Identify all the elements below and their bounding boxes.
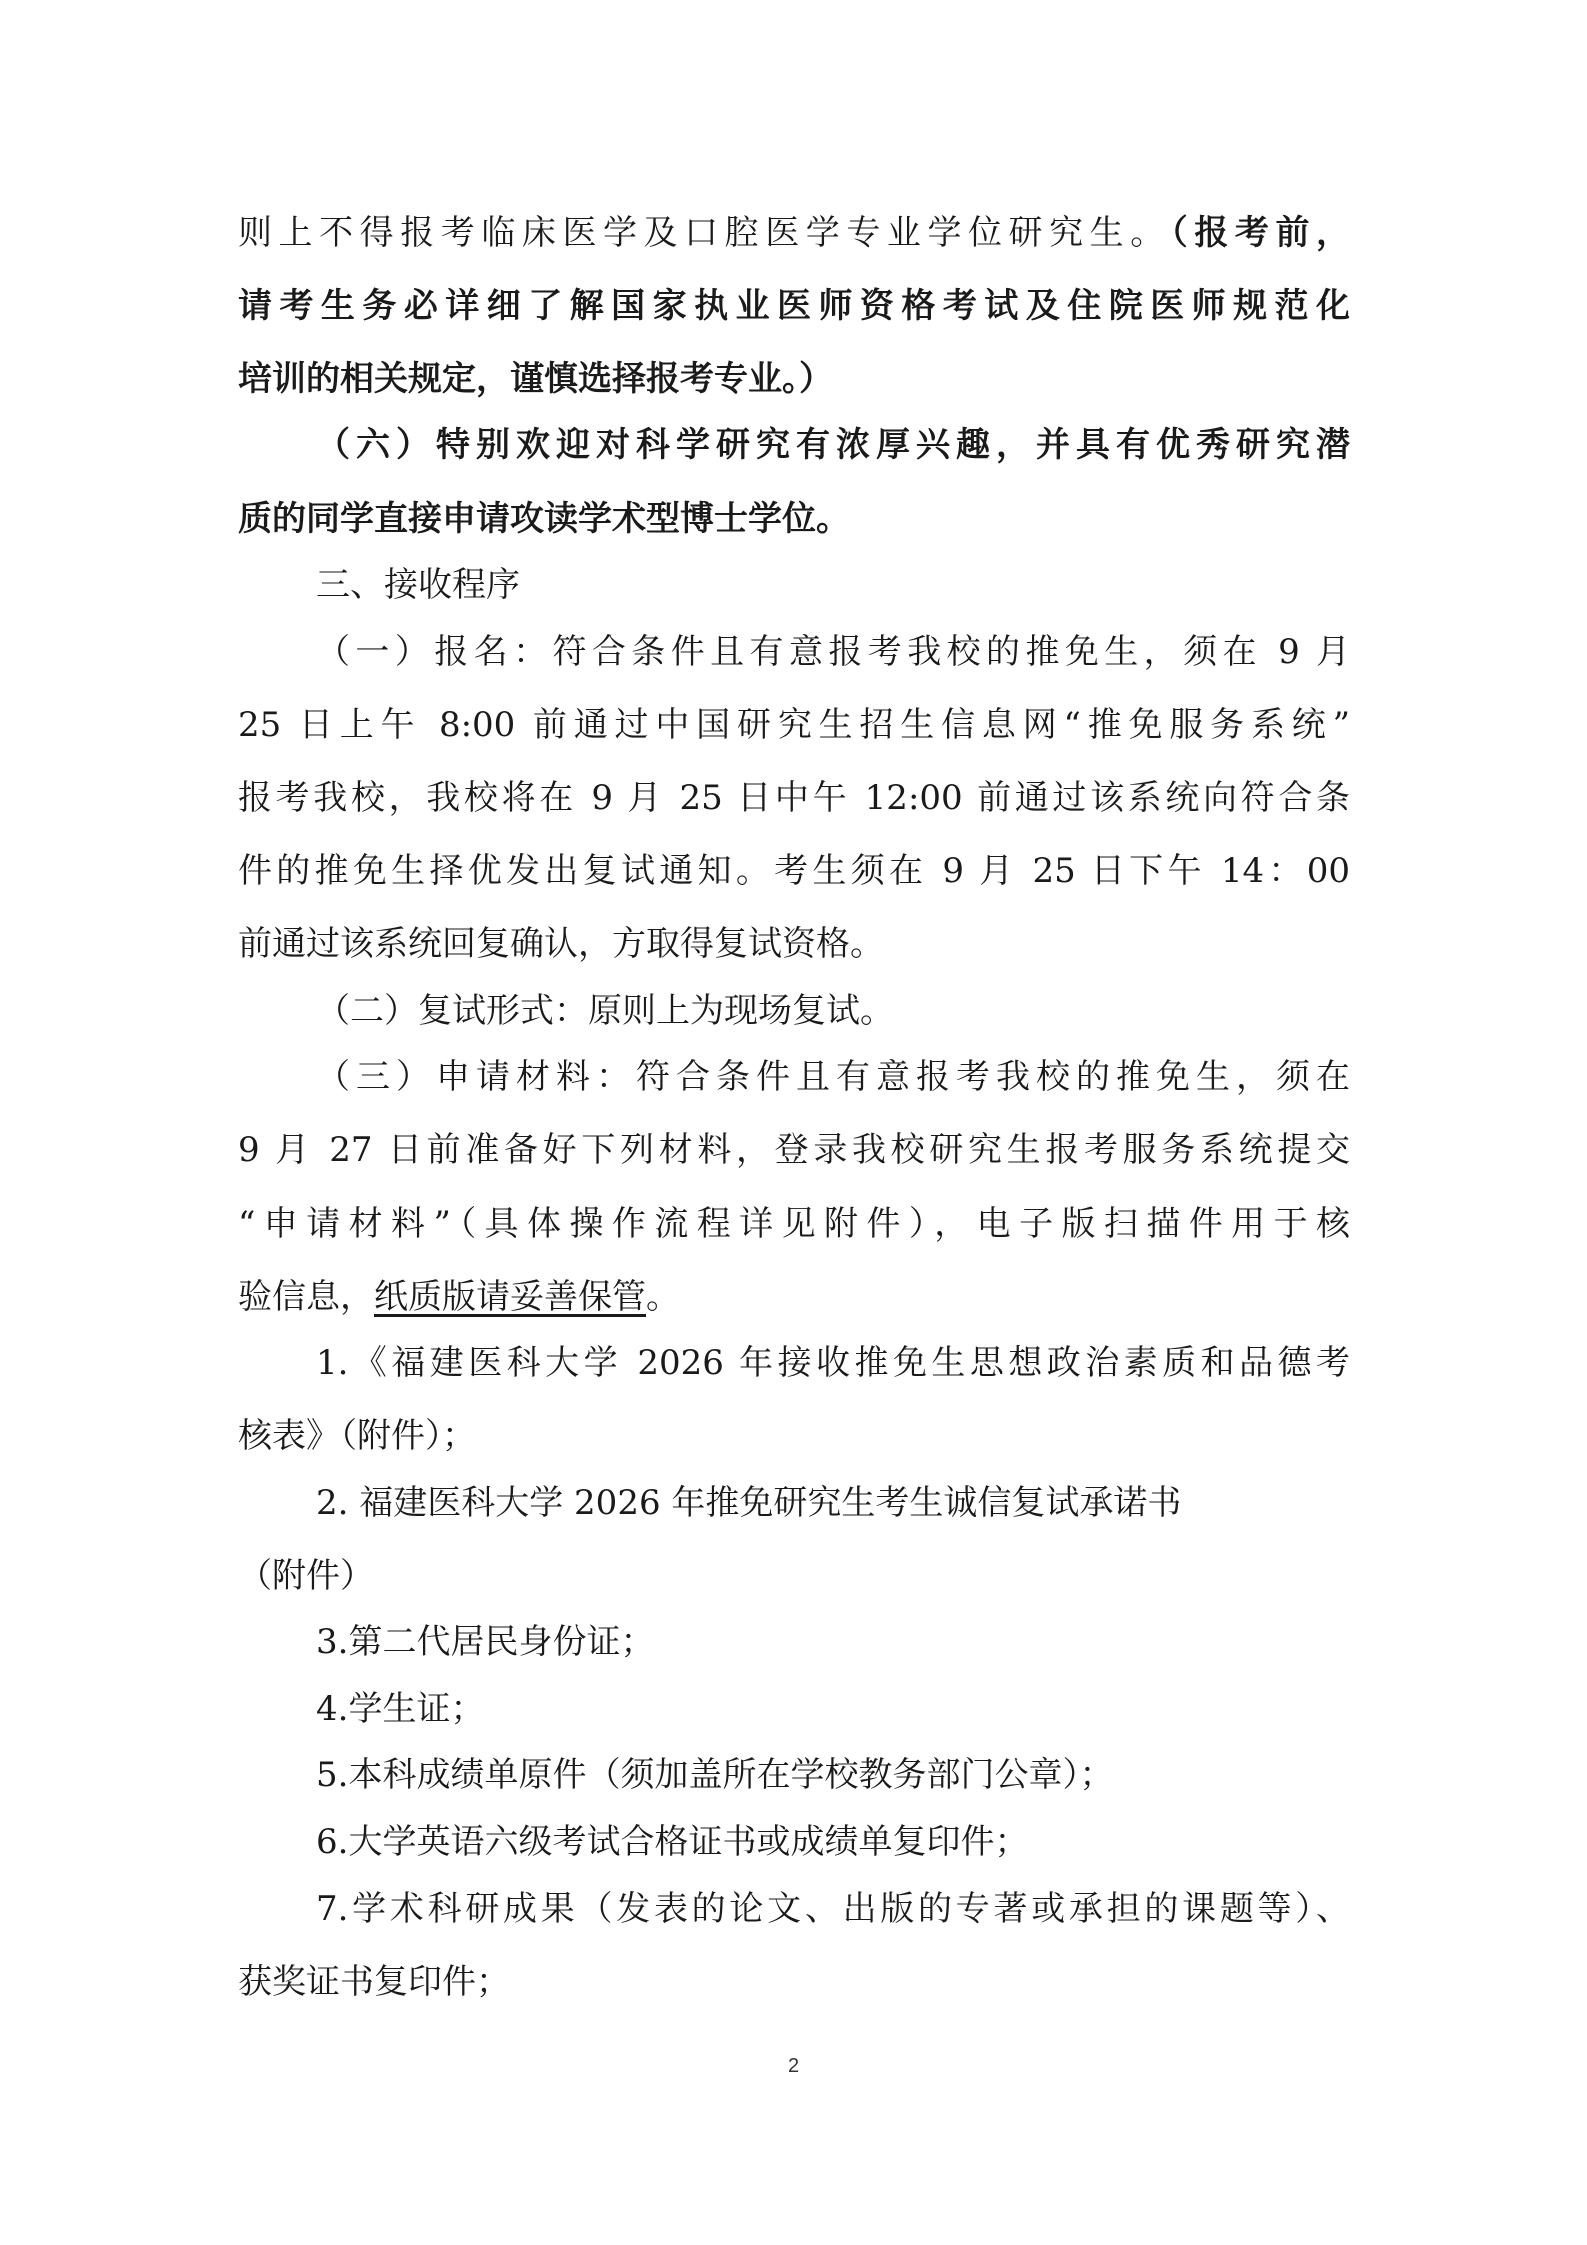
section-six-line: （六）特别欢迎对科学研究有浓厚兴趣，并具有优秀研究潜 — [316, 425, 1350, 465]
bold-text-run: （报考前， — [1170, 213, 1351, 253]
paragraph-line: 前通过该系统回复确认，方取得复试资格。 — [238, 924, 884, 964]
list-item: 3.第二代居民身份证； — [316, 1622, 655, 1662]
list-item: 4.学生证； — [316, 1689, 485, 1729]
paragraph-line: （三）申请材料：符合条件且有意报考我校的推免生，须在 — [316, 1057, 1350, 1097]
paragraph-line: 9 月 27 日前准备好下列材料，登录我校研究生报考服务系统提交 — [238, 1130, 1350, 1170]
paragraph-line-bold: 培训的相关规定，谨慎选择报考专业。） — [238, 359, 833, 399]
list-item: 6.大学英语六级考试合格证书或成绩单复印件； — [316, 1822, 1029, 1862]
text-run: 。 — [646, 1277, 680, 1317]
list-item: 2. 福建医科大学 2026 年推免研究生考生诚信复试承诺书 — [316, 1483, 1182, 1523]
section-six-line: 质的同学直接申请攻读学术型博士学位。 — [238, 499, 850, 539]
paragraph-line: 25 日上午 8:00 前通过中国研究生招生信息网“推免服务系统” — [238, 705, 1350, 745]
paragraph-line-bold: 请考生务必详细了解国家执业医师资格考试及住院医师规范化 — [238, 286, 1350, 326]
list-item: 1.《福建医科大学 2026 年接收推免生思想政治素质和品德考 — [316, 1343, 1350, 1383]
paragraph-line: （二）复试形式：原则上为现场复试。 — [316, 991, 894, 1031]
section-heading: 三、接收程序 — [316, 565, 520, 605]
paragraph-line: 件的推免生择优发出复试通知。考生须在 9 月 25 日下午 14：00 — [238, 851, 1350, 891]
underlined-text-run: 纸质版请妥善保管 — [374, 1277, 646, 1317]
paragraph-line: （一）报名：符合条件且有意报考我校的推免生，须在 9 月 — [316, 632, 1350, 672]
paragraph-line — [238, 208, 1350, 258]
paragraph-line: “申请材料”（具体操作流程详见附件），电子版扫描件用于核 — [238, 1204, 1350, 1244]
list-item-continuation: 获奖证书复印件； — [238, 1962, 510, 2002]
list-item: 7.学术科研成果（发表的论文、出版的专著或承担的课题等）、 — [316, 1889, 1350, 1929]
text-run: 则上不得报考临床医学及口腔医学专业学位研究生。 — [238, 213, 1171, 253]
paragraph-line: 报考我校，我校将在 9 月 25 日中午 12:00 前通过该系统向符合条 — [238, 778, 1350, 818]
list-item: 5.本科成绩单原件（须加盖所在学校教务部门公章）； — [316, 1755, 1114, 1795]
page-number: 2 — [787, 2055, 800, 2077]
list-item-continuation: 核表》（附件）； — [238, 1416, 476, 1456]
text-run: 验信息， — [238, 1277, 374, 1317]
paragraph-line — [238, 1272, 1350, 1322]
list-item-continuation: （附件） — [238, 1556, 374, 1596]
